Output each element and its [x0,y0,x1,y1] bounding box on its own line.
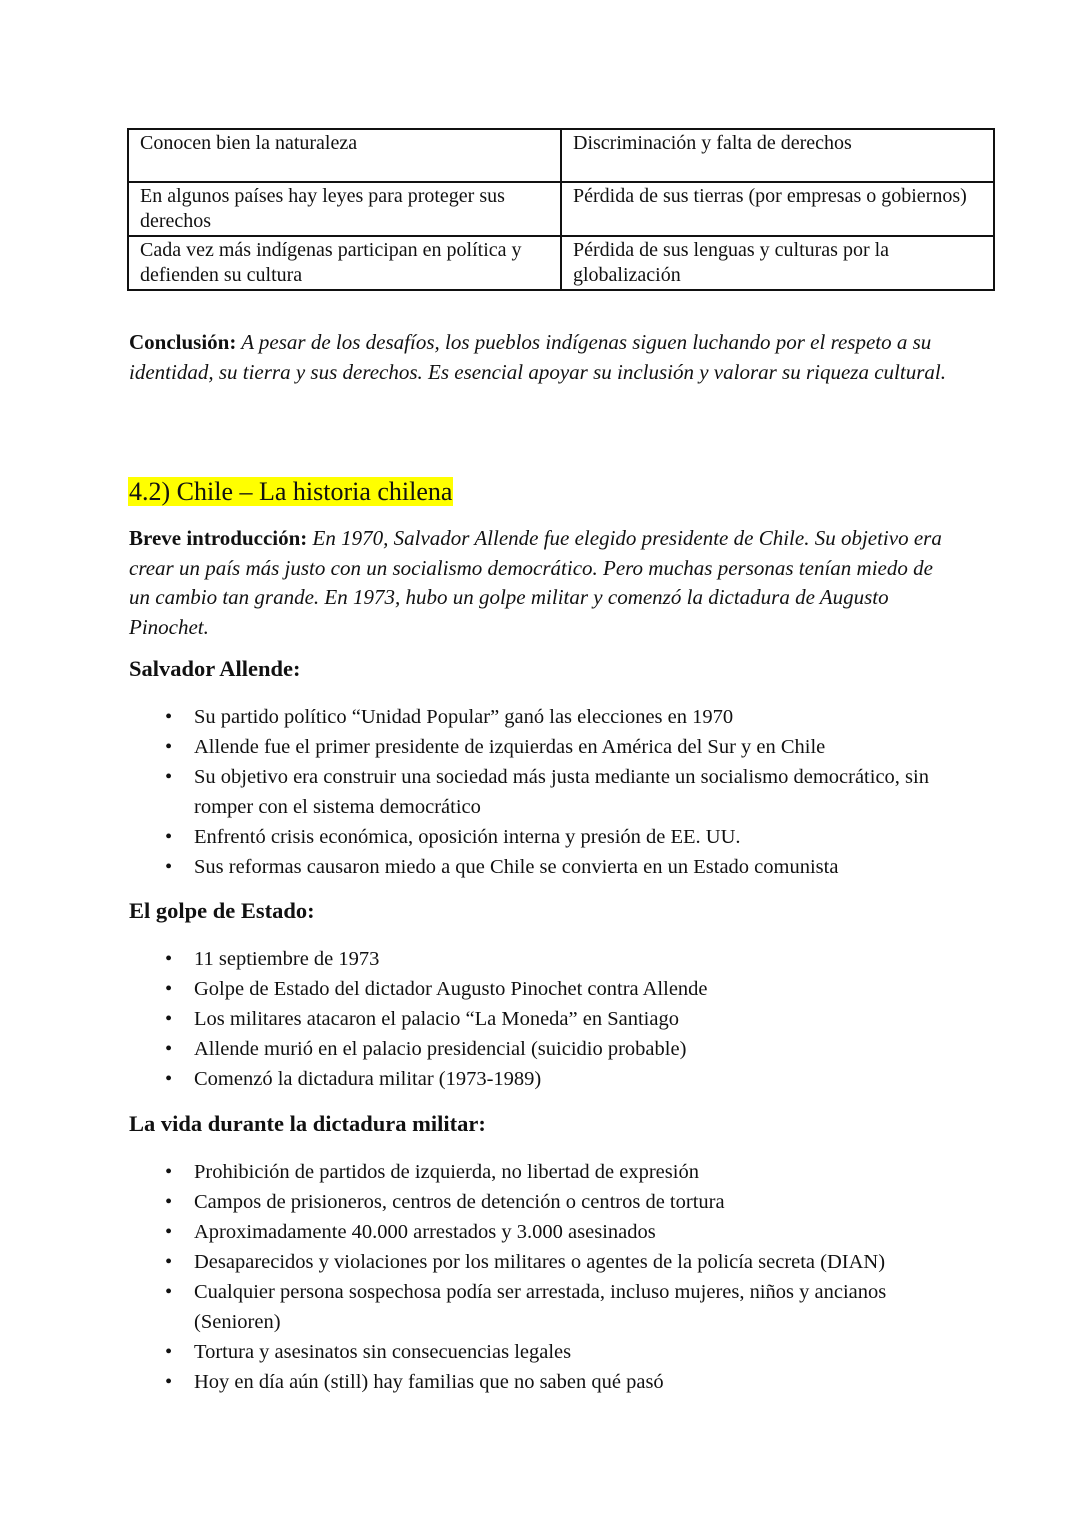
list-item: • Enfrentó crisis económica, oposición interna y presión de EE. UU. [165,822,965,852]
list-item: • Desaparecidos y violaciones por los militares o agentes de la policía secreta (DIAN) [165,1247,965,1277]
table-row [128,236,994,290]
list-item: • Cualquier persona sospechosa podía ser arrestada, incluso mujeres, niños y ancianos (Senioren) [165,1277,965,1337]
list-item: • Golpe de Estado del dictador Augusto Pinochet contra Allende [165,974,965,1004]
allende-list [165,702,965,882]
heading-allende: Salvador Allende: [129,656,301,681]
dictadura-list [165,1157,965,1397]
intro-text: En 1970, Salvador Allende fue elegido presidente de Chile. Su objetivo era crear un país más justo con un socialismo democrático. Pero muchas personas tenían miedo de un cambio tan grande. En 1973, hubo un golpe militar y comenzó la dictadura de Augusto Pinochet. [129,526,942,639]
list-item: • Hoy en día aún (still) hay familias que no saben qué pasó [165,1367,965,1397]
list-item: • Su objetivo era construir una sociedad más justa mediante un socialismo democrático, sin romper con el sistema democrático [165,762,965,822]
section-title [128,475,453,509]
list-item: • Comenzó la dictadura militar (1973-1989) [165,1064,965,1094]
list-item: • Prohibición de partidos de izquierda, no libertad de expresión [165,1157,965,1187]
list-item: • Aproximadamente 40.000 arrestados y 3.000 asesinados [165,1217,965,1247]
list-item: • Tortura y asesinatos sin consecuencias legales [165,1337,965,1367]
list-item: • Su partido político “Unidad Popular” ganó las elecciones en 1970 [165,702,965,732]
list-item: • Sus reformas causaron miedo a que Chile se convierta en un Estado comunista [165,852,965,882]
table-row [128,182,994,236]
table-cell: Discriminación y falta de derechos [561,129,994,182]
conclusion-label: Conclusión: [129,330,237,354]
intro-label: Breve introducción: [129,526,308,550]
table-cell: Cada vez más indígenas participan en política y defienden su cultura [128,236,561,290]
list-item: • 11 septiembre de 1973 [165,944,965,974]
table-cell: Pérdida de sus tierras (por empresas o gobiernos) [561,182,994,236]
table-cell: Conocen bien la naturaleza [128,129,561,182]
list-item: • Campos de prisioneros, centros de detención o centros de tortura [165,1187,965,1217]
table-row [128,129,994,182]
section-title-text: 4.2) Chile – La historia chilena [129,477,453,506]
list-item: • Allende fue el primer presidente de izquierdas en América del Sur y en Chile [165,732,965,762]
table-cell: Pérdida de sus lenguas y culturas por la globalización [561,236,994,290]
list-item: • Allende murió en el palacio presidencial (suicidio probable) [165,1034,965,1064]
table-cell: En algunos países hay leyes para proteger sus derechos [128,182,561,236]
intro-paragraph [129,524,959,642]
conclusion-paragraph [129,328,959,387]
golpe-list [165,944,965,1094]
list-item: • Los militares atacaron el palacio “La Moneda” en Santiago [165,1004,965,1034]
heading-dictadura: La vida durante la dictadura militar: [129,1111,486,1136]
heading-golpe: El golpe de Estado: [129,898,315,923]
conclusion-text: A pesar de los desafíos, los pueblos indígenas siguen luchando por el respeto a su identidad, su tierra y sus derechos. Es esencial apoyar su inclusión y valorar su riqueza cultural. [129,330,946,384]
comparison-table [127,128,995,291]
